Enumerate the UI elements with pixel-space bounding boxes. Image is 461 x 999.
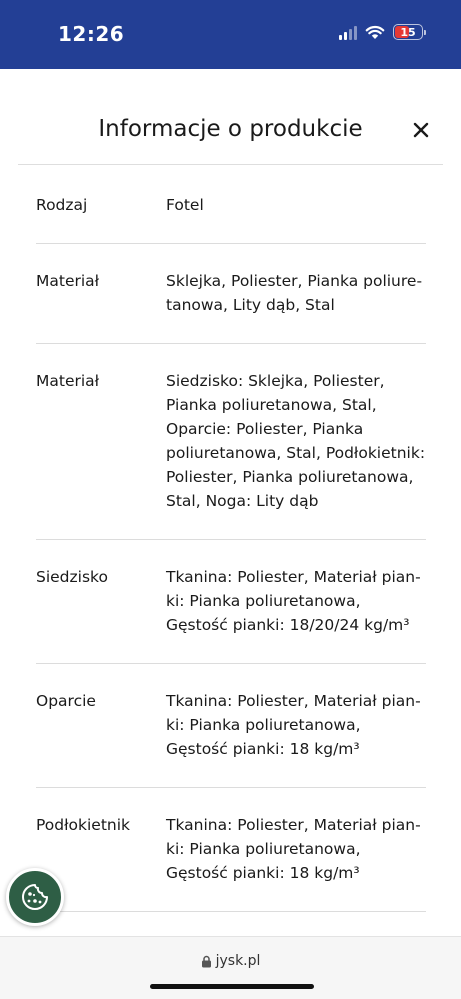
- table-row: [36, 540, 426, 664]
- row-value: Fotel: [166, 196, 204, 214]
- row-label: Materiał: [36, 272, 100, 290]
- row-label: Materiał: [36, 372, 100, 390]
- row-label: Oparcie: [36, 692, 96, 710]
- close-button[interactable]: [411, 120, 431, 140]
- row-value: Tkanina: Poliester, Materiał pianki: Pianka poliuretanowa, Gęstość pianki: 18/20/24 kg/m³: [166, 568, 421, 634]
- status-time: 12:26: [58, 22, 125, 46]
- lock-icon: [201, 955, 212, 968]
- modal-title: Informacje o produkcie: [98, 116, 363, 142]
- table-row: [36, 344, 426, 540]
- status-icons: [339, 24, 423, 40]
- cookie-settings-button[interactable]: [6, 868, 64, 926]
- battery-level: 15: [400, 25, 416, 39]
- url-text: jysk.pl: [215, 953, 261, 969]
- row-value: Siedzisko: Sklejka, Poliester, Pianka poliuretanowa, Stal, Oparcie: Poliester, Pianka poliuretanowa, Stal, Podłokietnik: Poliester, Pianka poliuretanowa, Stal, Noga: Lity dąb: [166, 372, 426, 510]
- status-bar: [0, 0, 461, 69]
- row-label: Podłokietnik: [36, 816, 131, 834]
- wifi-icon: [365, 24, 385, 40]
- row-label: Rodzaj: [36, 196, 88, 214]
- row-label: Siedzisko: [36, 568, 108, 586]
- table-row: [36, 788, 426, 912]
- table-row: [36, 664, 426, 788]
- browser-bottom-bar: [0, 936, 461, 999]
- cellular-signal-icon: [339, 24, 357, 40]
- close-icon: [411, 120, 431, 140]
- cookie-icon: [20, 882, 50, 912]
- home-indicator[interactable]: [150, 984, 314, 989]
- row-value: Sklejka, Poliester, Pianka poliuretanowa, Lity dąb, Stal: [166, 272, 423, 314]
- product-info-table: [36, 168, 426, 912]
- battery-icon: [393, 24, 423, 40]
- modal-header: [18, 100, 443, 165]
- row-value: Tkanina: Poliester, Materiał pianki: Pianka poliuretanowa, Gęstość pianki: 18 kg/m³: [166, 692, 421, 758]
- address-bar[interactable]: [0, 953, 461, 969]
- row-value: Tkanina: Poliester, Materiał pianki: Pianka poliuretanowa, Gęstość pianki: 18 kg/m³: [166, 816, 421, 882]
- table-row: [36, 244, 426, 344]
- table-row: [36, 168, 426, 244]
